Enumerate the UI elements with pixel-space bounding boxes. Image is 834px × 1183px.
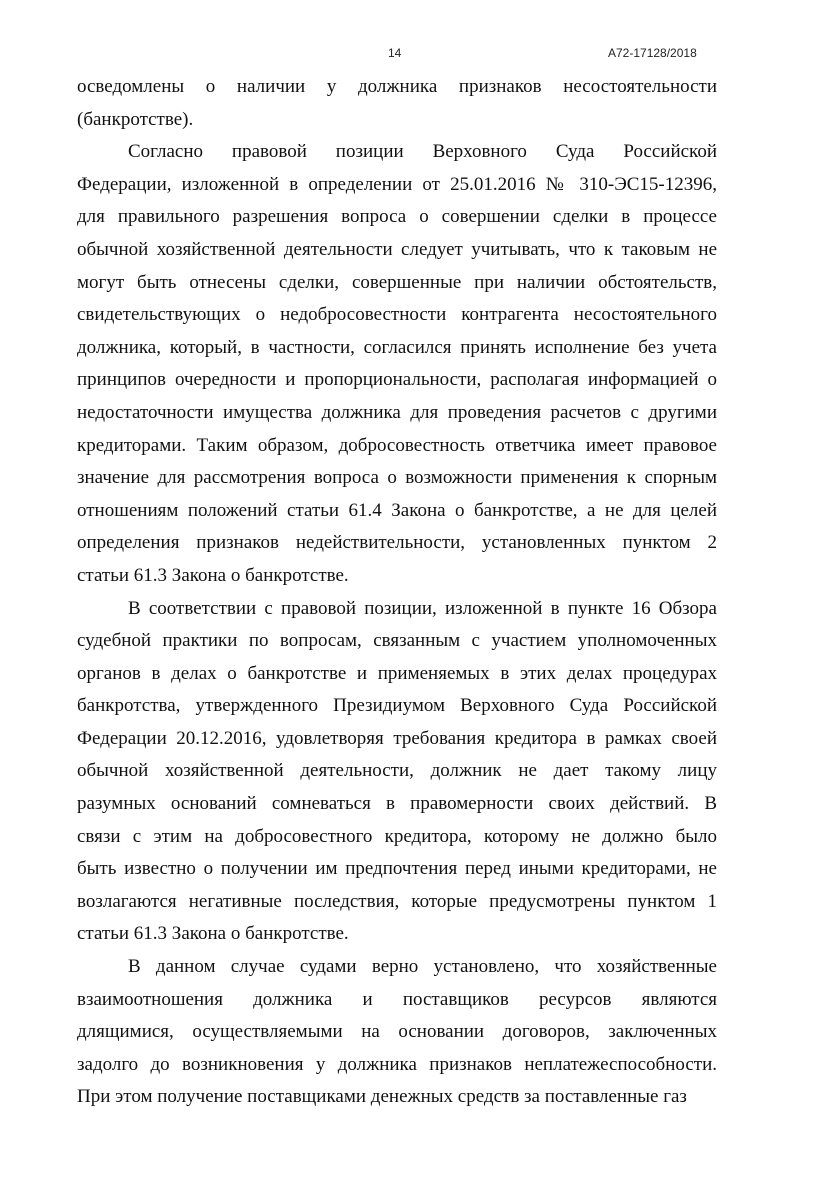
text-line: В соответствии с правовой позиции, изложенной в пункте 16 Обзора [128, 597, 717, 619]
text-line: При этом получение поставщиками денежных средств за поставленные газ [77, 1086, 687, 1108]
text-line: Федерации 20.12.2016, удовлетворяя требования кредитора в рамках своей [77, 727, 717, 749]
text-line: кредиторами. Таким образом, добросовестность ответчика имеет правовое [77, 434, 717, 456]
text-line: В данном случае судами верно установлено, что хозяйственные [128, 956, 717, 978]
text-line: задолго до возникновения у должника признаков неплатежеспособности. [77, 1053, 717, 1075]
text-line: определения признаков недействительности, установленных пунктом 2 [77, 532, 717, 554]
text-line: обычной хозяйственной деятельности, должник не дает такому лицу [77, 760, 717, 782]
text-line: Согласно правовой позиции Верховного Суда Российской [128, 141, 717, 163]
text-line: обычной хозяйственной деятельности следует учитывать, что к таковым не [77, 238, 717, 260]
text-line: значение для рассмотрения вопроса о возможности применения к спорным [77, 467, 717, 489]
text-line: осведомлены о наличии у должника признаков несостоятельности [77, 76, 717, 97]
text-line: отношениям положений статьи 61.4 Закона о банкротстве, а не для целей [77, 499, 717, 521]
page-header [0, 40, 834, 64]
text-line: принципов очередности и пропорциональности, располагая информацией о [77, 369, 717, 391]
text-line: судебной практики по вопросам, связанным с участием уполномоченных [77, 630, 717, 652]
page-number: 14 [388, 46, 402, 60]
text-line: быть известно о получении им предпочтения перед иными кредиторами, не [77, 858, 717, 880]
text-line: взаимоотношения должника и поставщиков ресурсов являются [77, 988, 717, 1010]
text-line: связи с этим на добросовестного кредитора, которому не должно было [77, 825, 717, 847]
text-line: (банкротстве). [77, 108, 194, 130]
text-line: Федерации, изложенной в определении от 25.01.2016 № 310-ЭС15-12396, [77, 173, 717, 195]
text-line: свидетельствующих о недобросовестности контрагента несостоятельного [77, 304, 717, 326]
text-line: длящимися, осуществляемыми на основании договоров, заключенных [77, 1021, 717, 1043]
text-line: органов в делах о банкротстве и применяемых в этих делах процедурах [77, 662, 717, 684]
text-line: недостаточности имущества должника для проведения расчетов с другими [77, 401, 717, 423]
text-line: возлагаются негативные последствия, которые предусмотрены пунктом 1 [77, 890, 717, 912]
text-line: статьи 61.3 Закона о банкротстве. [77, 923, 349, 945]
text-line: банкротства, утвержденного Президиумом Верховного Суда Российской [77, 695, 717, 717]
text-line: разумных оснований сомневаться в правомерности своих действий. В [77, 793, 717, 815]
text-line: статьи 61.3 Закона о банкротстве. [77, 564, 349, 586]
text-line: для правильного разрешения вопроса о совершении сделки в процессе [77, 206, 717, 228]
text-line: должника, который, в частности, согласился принять исполнение без учета [77, 336, 717, 358]
case-number: А72-17128/2018 [608, 46, 697, 60]
document-body [77, 71, 717, 1114]
text-line: могут быть отнесены сделки, совершенные при наличии обстоятельств, [77, 271, 717, 293]
